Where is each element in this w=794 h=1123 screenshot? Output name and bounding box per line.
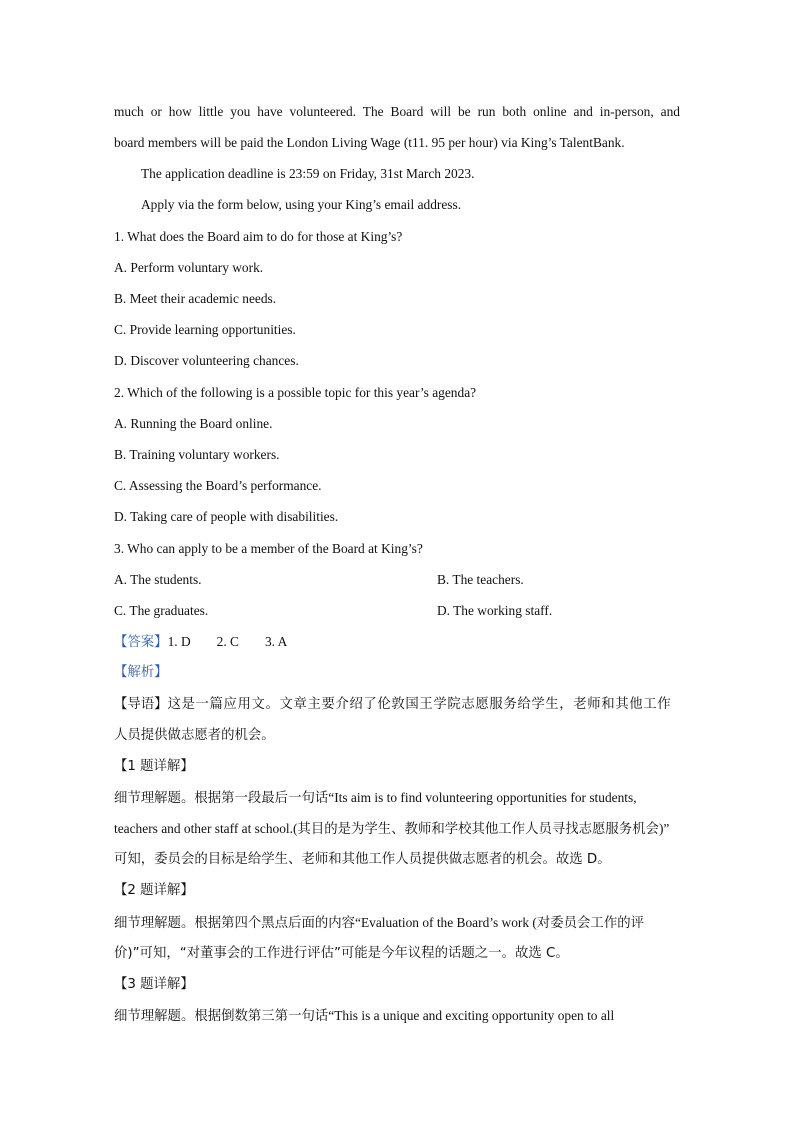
analysis-label: 【解析】 [114, 665, 168, 680]
passage-line: much or how little you have volunteered. The Board will be run both online and in-person, and [114, 104, 680, 119]
option-c: C. The graduates. [114, 603, 209, 618]
answer-label: 【答案】 [114, 635, 168, 650]
explanation-line: 细节理解题。根据第四个黑点后面的内容“Evaluation of the Board’s work (对委员会工作的评 [114, 915, 644, 930]
answer-row [114, 633, 287, 652]
answer-item: 3. A [264, 634, 288, 649]
explanation-line: 细节理解题。根据第一段最后一句话“Its aim is to find volunteering opportunities for students, [114, 790, 637, 805]
deadline-text: The application deadline is 23:59 on Friday, 31st March 2023. [141, 166, 475, 181]
option-d: D. Discover volunteering chances. [114, 353, 299, 368]
option-d: D. The working staff. [437, 603, 553, 618]
option-c: C. Assessing the Board’s performance. [114, 478, 322, 493]
guide-text: 这是一篇应用文。文章主要介绍了伦敦国王学院志愿服务给学生，老师和其他工作 [167, 697, 672, 712]
option-a: A. Running the Board online. [114, 416, 273, 431]
option-d: D. Taking care of people with disabilities. [114, 509, 339, 524]
passage-line: board members will be paid the London Living Wage (t11. 95 per hour) via King’s TalentBank. [114, 135, 625, 150]
guide-line [114, 696, 671, 714]
q1-heading: 【1 题详解】 [114, 759, 194, 774]
apply-text: Apply via the form below, using your King’s email address. [141, 197, 462, 212]
guide-line: 人员提供做志愿者的机会。 [114, 728, 275, 743]
option-b: B. Meet their academic needs. [114, 291, 277, 306]
explanation-line: teachers and other staff at school.(其目的是为学生、教师和学校其他工作人员寻找志愿服务机会)” [114, 821, 670, 836]
question-stem: 3. Who can apply to be a member of the Board at King’s? [114, 541, 423, 556]
option-b: B. Training voluntary workers. [114, 447, 280, 462]
explanation-line: 价)”可知，“对董事会的工作进行评估”可能是今年议程的话题之一。故选 C。 [114, 946, 569, 961]
answer-item: 2. C [216, 634, 239, 649]
option-c: C. Provide learning opportunities. [114, 322, 296, 337]
q3-heading: 【3 题详解】 [114, 977, 194, 992]
answer-item: 1. D [167, 634, 191, 649]
option-b: B. The teachers. [437, 572, 524, 587]
question-stem: 1. What does the Board aim to do for those at King’s? [114, 229, 403, 244]
explanation-line: 细节理解题。根据倒数第三第一句话“This is a unique and exciting opportunity open to all [114, 1008, 615, 1023]
q2-heading: 【2 题详解】 [114, 883, 194, 898]
question-stem: 2. Which of the following is a possible topic for this year’s agenda? [114, 385, 477, 400]
option-a: A. The students. [114, 572, 202, 587]
option-a: A. Perform voluntary work. [114, 260, 264, 275]
explanation-line: 可知，委员会的目标是给学生、老师和其他工作人员提供做志愿者的机会。故选 D。 [114, 852, 611, 867]
guide-label: 【导语】 [114, 697, 168, 712]
